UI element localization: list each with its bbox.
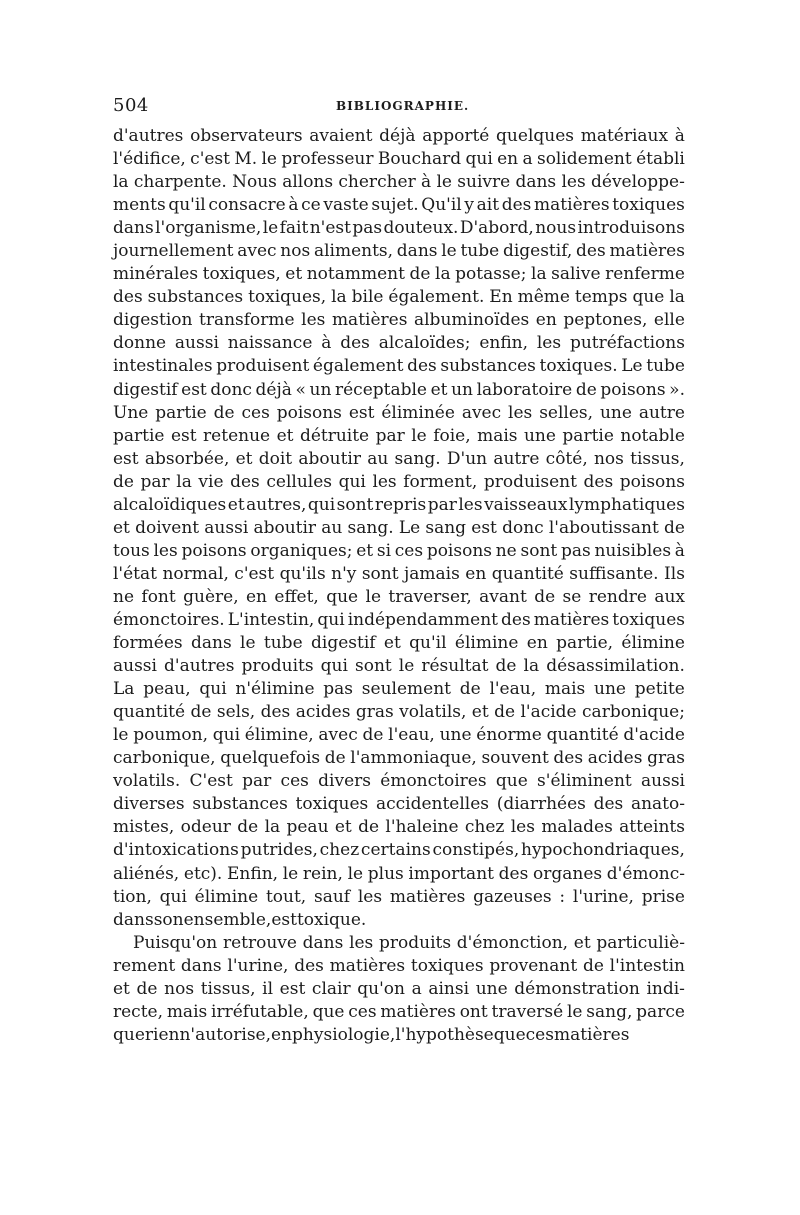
text-line: intestinales produisent également des substances toxiques. Le tube (113, 356, 685, 377)
text-line: tion, qui élimine tout, sauf les matières gazeuses : l'urine, prise (113, 886, 685, 907)
text-line: d'autres observateurs avaient déjà apporté quelques matériaux à (113, 126, 685, 146)
text-line: que rien n'autorise, en physiologie, l'hypothèse que ces matières (113, 1024, 630, 1045)
text-line: formées dans le tube digestif et qu'il élimine en partie, élimine (113, 633, 685, 654)
running-head: BIBLIOGRAPHIE. (336, 99, 470, 113)
body-text (113, 125, 685, 1047)
text-line: alcaloïdiques et autres, qui sont repris par les vaisseaux lymphatiques (113, 494, 685, 515)
text-line: dans son ensemble, est toxique. (113, 909, 367, 930)
text-line: l'état normal, c'est qu'ils n'y sont jamais en quantité suffisante. Ils (113, 563, 685, 584)
text-line: partie est retenue et détruite par le foie, mais une partie notable (113, 425, 685, 446)
text-line: et doivent aussi aboutir au sang. Le sang est donc l'aboutissant de (113, 517, 685, 538)
text-line: Puisqu'on retrouve dans les produits d'émonction, et particuliè- (133, 932, 685, 953)
text-line: ments qu'il consacre à ce vaste sujet. Qu'il y ait des matières toxiques (113, 195, 685, 216)
text-line: dans l'organisme, le fait n'est pas douteux. D'abord, nous introduisons (113, 218, 685, 239)
text-line: émonctoires. L'intestin, qui indépendamment des matières toxiques (113, 609, 685, 630)
text-line: ne font guère, en effet, que le traverser, avant de se rendre aux (113, 586, 685, 607)
text-line: aussi d'autres produits qui sont le résultat de la désassimilation. (113, 656, 685, 677)
text-line: La peau, qui n'élimine pas seulement de l'eau, mais une petite (113, 679, 685, 700)
text-line: mistes, odeur de la peau et de l'haleine chez les malades atteints (113, 817, 685, 838)
text-line: le poumon, qui élimine, avec de l'eau, une énorme quantité d'acide (113, 725, 685, 746)
text-line: aliénés, etc). Enfin, le rein, le plus important des organes d'émonc- (113, 863, 685, 884)
text-line: de par la vie des cellules qui les forment, produisent des poisons (113, 471, 685, 492)
text-line: l'édifice, c'est M. le professeur Bouchard qui en a solidement établi (113, 149, 685, 170)
text-line: diverses substances toxiques accidentelles (diarrhées des anato- (113, 794, 685, 815)
text-line: est absorbée, et doit aboutir au sang. D'un autre côté, nos tissus, (113, 448, 685, 469)
text-line: rement dans l'urine, des matières toxiques provenant de l'intestin (113, 955, 685, 976)
text-line: donne aussi naissance à des alcaloïdes; enfin, les putréfactions (113, 333, 685, 354)
page-number: 504 (113, 95, 149, 116)
text-line: quantité de sels, des acides gras volatils, et de l'acide carbonique; (113, 702, 685, 723)
text-line: la charpente. Nous allons chercher à le suivre dans les développe- (113, 172, 685, 193)
text-line: minérales toxiques, et notamment de la potasse; la salive renferme (113, 264, 685, 285)
page-header (113, 95, 685, 119)
text-line: Une partie de ces poisons est éliminée avec les selles, une autre (113, 402, 685, 423)
text-line: tous les poisons organiques; et si ces poisons ne sont pas nuisibles à (113, 540, 685, 561)
text-line: et de nos tissus, il est clair qu'on a ainsi une démonstration indi- (113, 978, 685, 999)
text-line: des substances toxiques, la bile également. En même temps que la (113, 287, 685, 308)
text-line: digestion transforme les matières albuminoïdes en peptones, elle (113, 310, 685, 331)
text-line: d'intoxications putrides, chez certains constipés, hypochondriaques, (113, 840, 685, 861)
text-line: digestif est donc déjà « un réceptable et un laboratoire de poisons ». (113, 379, 685, 400)
text-line: recte, mais irréfutable, que ces matières ont traversé le sang, parce (113, 1001, 685, 1022)
text-line: journellement avec nos aliments, dans le tube digestif, des matières (113, 241, 685, 262)
text-line: carbonique, quelquefois de l'ammoniaque, souvent des acides gras (113, 748, 685, 769)
text-line: volatils. C'est par ces divers émonctoires que s'éliminent aussi (113, 771, 685, 792)
